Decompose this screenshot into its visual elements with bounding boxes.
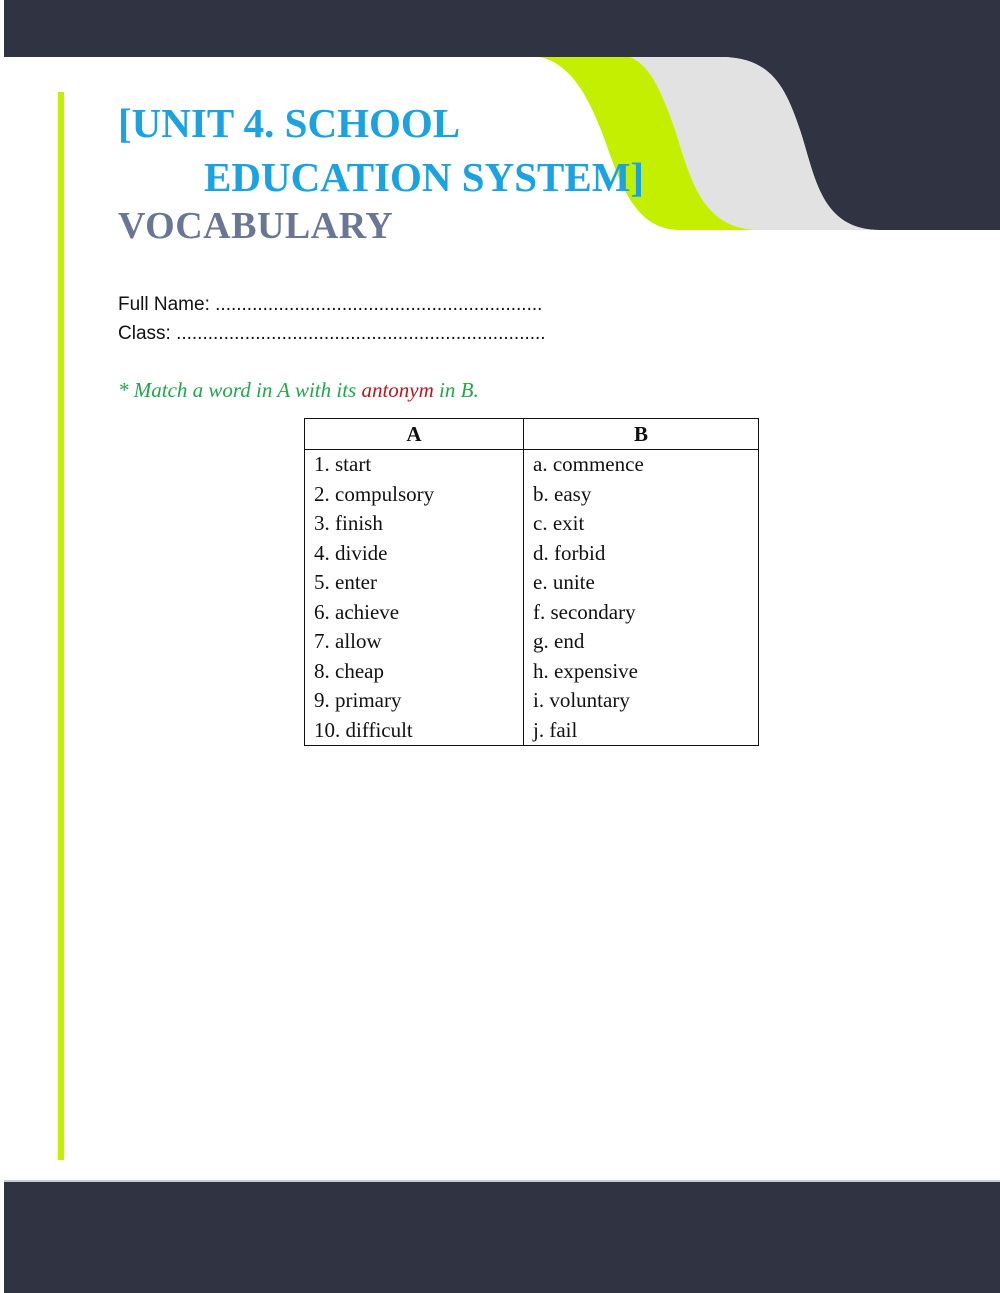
class-field: Class: ...................................................................... — [118, 323, 546, 344]
word-a: 2. compulsory — [305, 480, 524, 510]
word-a: 4. divide — [305, 539, 524, 569]
table-row — [305, 627, 759, 657]
table-row — [305, 716, 759, 746]
word-b: j. fail — [524, 716, 759, 746]
instruction-text — [118, 378, 479, 403]
table-row — [305, 598, 759, 628]
word-b: i. voluntary — [524, 686, 759, 716]
instruction-highlight: antonym — [361, 378, 434, 402]
word-a: 6. achieve — [305, 598, 524, 628]
word-a: 1. start — [305, 450, 524, 480]
vocabulary-table — [304, 418, 759, 746]
word-a: 10. difficult — [305, 716, 524, 746]
table-row — [305, 657, 759, 687]
word-b: d. forbid — [524, 539, 759, 569]
table-row — [305, 450, 759, 480]
table-row — [305, 539, 759, 569]
word-b: c. exit — [524, 509, 759, 539]
section-subtitle: VOCABULARY — [118, 205, 394, 247]
table-row — [305, 568, 759, 598]
word-a: 7. allow — [305, 627, 524, 657]
full-name-field: Full Name: .............................................................. — [118, 294, 543, 315]
instruction-prefix: * Match a word in A with its — [118, 378, 362, 402]
column-header-a: A — [305, 419, 524, 450]
word-a: 8. cheap — [305, 657, 524, 687]
title-line-1: [UNIT 4. SCHOOL — [118, 100, 461, 146]
word-a: 3. finish — [305, 509, 524, 539]
unit-title — [118, 96, 644, 204]
footer-band — [4, 1180, 1000, 1293]
word-a: 9. primary — [305, 686, 524, 716]
word-b: h. expensive — [524, 657, 759, 687]
column-header-b: B — [524, 419, 759, 450]
left-accent-bar — [58, 92, 64, 1160]
word-a: 5. enter — [305, 568, 524, 598]
table-row — [305, 686, 759, 716]
instruction-suffix: in B. — [433, 378, 479, 402]
title-line-2: EDUCATION SYSTEM] — [204, 154, 645, 200]
table-row — [305, 480, 759, 510]
word-b: g. end — [524, 627, 759, 657]
word-b: b. easy — [524, 480, 759, 510]
word-b: e. unite — [524, 568, 759, 598]
table-header-row — [305, 419, 759, 450]
table-row — [305, 509, 759, 539]
word-b: a. commence — [524, 450, 759, 480]
word-b: f. secondary — [524, 598, 759, 628]
